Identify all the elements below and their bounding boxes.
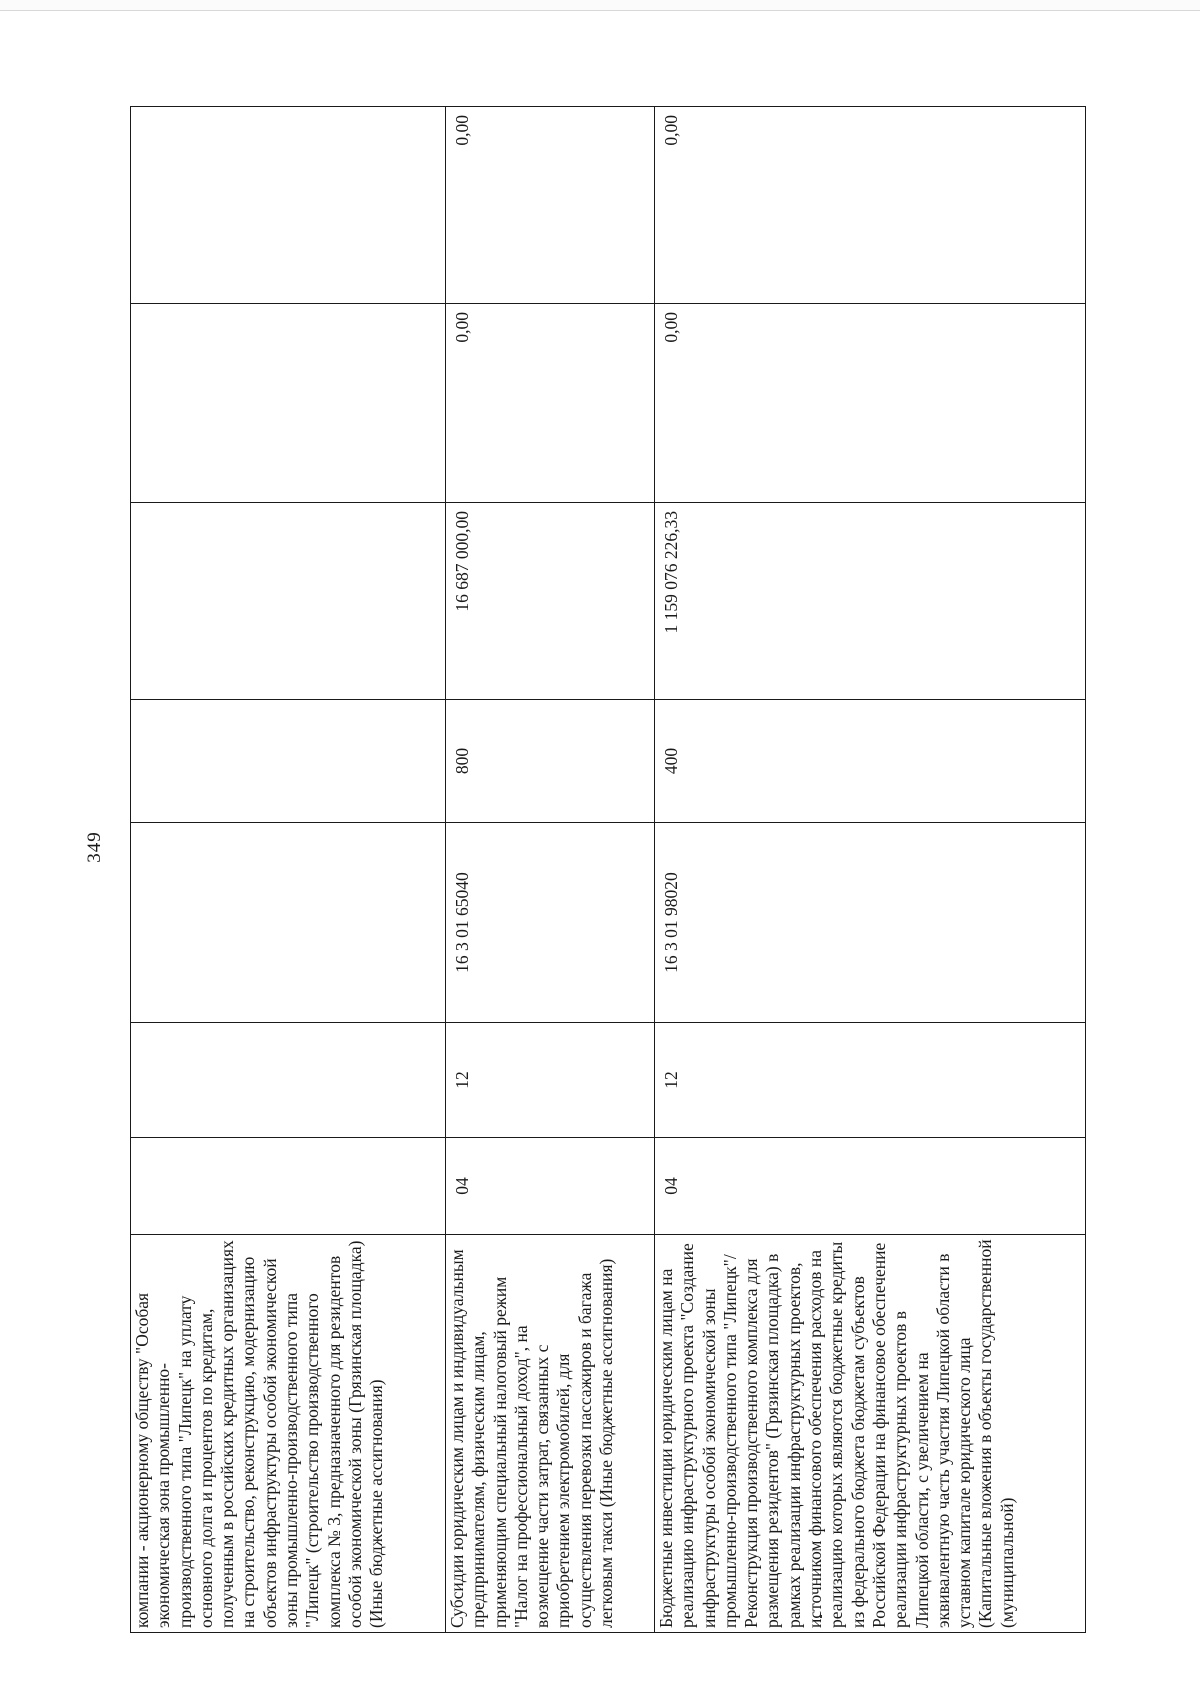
row-target-article: 16 3 01 65040 <box>446 823 655 1023</box>
row-subsection-code <box>131 1023 446 1138</box>
row-amount-3 <box>131 107 446 304</box>
row-section-code: 04 <box>655 1138 1086 1235</box>
table-row <box>446 107 655 1633</box>
row-description: Бюджетные инвестиции юридическим лицам на реализацию инфраструктурного проекта "Создание инфраструктуры особой экономической зоны промышленно-производственного типа "Липецк"/Реконструкция производственного комплекса для размещения резидентов" (Грязинская площадка) в рамках реализации инфраструктурных проектов, источником финансового обеспечения расходов на реализацию которых являются бюджетные кредиты из федерального бюджета бюджетам субъектов Российской Федерации на финансовое обеспечение реализации инфраструктурных проектов в Липецкой области, с увеличением на эквивалентную часть участия Липецкой области в уставном капитале юридического лица (Капитальные вложения в объекты государственной (муниципальной) <box>655 1235 1086 1633</box>
page-number: 349 <box>84 831 105 863</box>
row-expense-type: 400 <box>655 700 1086 823</box>
row-amount-2 <box>131 304 446 503</box>
row-amount-3: 0,00 <box>446 107 655 304</box>
row-subsection-code: 12 <box>655 1023 1086 1138</box>
row-amount-1: 1 159 076 226,33 <box>655 503 1086 700</box>
row-expense-type: 800 <box>446 700 655 823</box>
row-section-code: 04 <box>446 1138 655 1235</box>
row-target-article <box>131 823 446 1023</box>
row-description: компании - акционерному обществу "Особая экономическая зона промышленно-производственного типа "Липецк" на уплату основного долга и процентов по кредитам, полученным в российских кредитных организациях на строительство, реконструкцию, модернизацию объектов инфраструктуры особой экономической зоны промышленно-производственного типа "Липецк" (строительство производственного комплекса № 3, предназначенного для резидентов особой экономической зоны (Грязинская площадка) (Иные бюджетные ассигнования) <box>131 1235 446 1633</box>
row-amount-1: 16 687 000,00 <box>446 503 655 700</box>
table-row <box>131 107 446 1633</box>
row-expense-type <box>131 700 446 823</box>
row-target-article: 16 3 01 98020 <box>655 823 1086 1023</box>
row-amount-3: 0,00 <box>655 107 1086 304</box>
table-row <box>655 107 1086 1633</box>
row-description: Субсидии юридическим лицам и индивидуальным предпринимателям, физическим лицам, применяющим специальный налоговый режим "Налог на профессиональный доход", на возмещение части затрат, связанных с приобретением электромобилей, для осуществления перевозки пассажиров и багажа легковым такси (Иные бюджетные ассигнования) <box>446 1235 655 1633</box>
row-amount-2: 0,00 <box>655 304 1086 503</box>
row-subsection-code: 12 <box>446 1023 655 1138</box>
budget-table <box>130 106 1086 1633</box>
row-amount-2: 0,00 <box>446 304 655 503</box>
row-amount-1 <box>131 503 446 700</box>
row-section-code <box>131 1138 446 1235</box>
